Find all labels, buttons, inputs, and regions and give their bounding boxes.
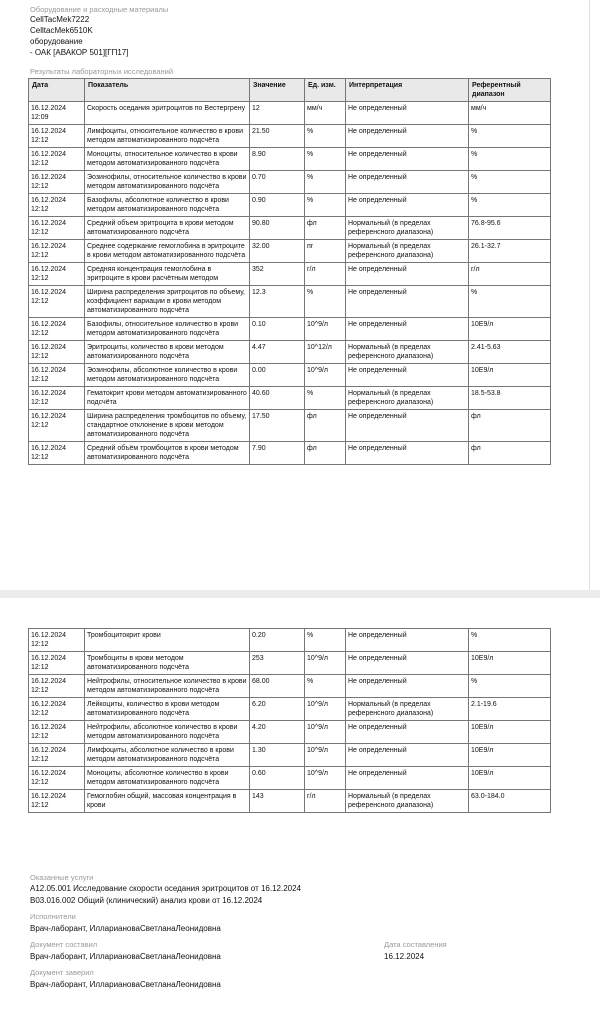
table-row bbox=[29, 721, 551, 744]
cell-interpretation: Не определенный bbox=[346, 263, 469, 286]
cell-indicator: Скорость оседания эритроцитов по Вестергрену bbox=[85, 102, 250, 125]
cell-date: 16.12.2024 12:12 bbox=[29, 148, 85, 171]
cell-unit: пг bbox=[305, 240, 346, 263]
cell-interpretation: Не определенный bbox=[346, 102, 469, 125]
cell-value: 4.20 bbox=[250, 721, 305, 744]
cell-reference: % bbox=[469, 286, 551, 318]
cell-indicator: Ширина распределения тромбоцитов по объему, стандартное отклонение в крови методом автоматизированного подсчёта bbox=[85, 410, 250, 442]
document-page-2 bbox=[0, 598, 600, 1024]
cell-reference: 10E9/л bbox=[469, 364, 551, 387]
cell-interpretation: Не определенный bbox=[346, 410, 469, 442]
cell-reference: % bbox=[469, 171, 551, 194]
results-table-page1 bbox=[28, 78, 551, 465]
cell-value: 7.90 bbox=[250, 442, 305, 465]
table-row bbox=[29, 767, 551, 790]
cell-unit: фл bbox=[305, 217, 346, 240]
cell-value: 0.90 bbox=[250, 194, 305, 217]
cell-unit: г/л bbox=[305, 790, 346, 813]
date-composed-value: 16.12.2024 bbox=[384, 952, 425, 961]
table-row bbox=[29, 125, 551, 148]
table-row bbox=[29, 286, 551, 318]
cell-value: 0.20 bbox=[250, 629, 305, 652]
cell-interpretation: Не определенный bbox=[346, 286, 469, 318]
table-row bbox=[29, 790, 551, 813]
cell-date: 16.12.2024 12:12 bbox=[29, 318, 85, 341]
cell-date: 16.12.2024 12:12 bbox=[29, 675, 85, 698]
cell-indicator: Эозинофилы, относительное количество в крови методом автоматизированного подсчёта bbox=[85, 171, 250, 194]
cell-reference: фл bbox=[469, 410, 551, 442]
executors-value: Врач-лаборант, ИллариановаСветланаЛеонидовна bbox=[30, 924, 221, 933]
table-row bbox=[29, 318, 551, 341]
cell-interpretation: Не определенный bbox=[346, 442, 469, 465]
cell-date: 16.12.2024 12:12 bbox=[29, 629, 85, 652]
cell-value: 143 bbox=[250, 790, 305, 813]
cell-date: 16.12.2024 12:12 bbox=[29, 652, 85, 675]
cell-indicator: Гемоглобин общий, массовая концентрация в крови bbox=[85, 790, 250, 813]
cell-indicator: Базофилы, абсолютное количество в крови методом автоматизированного подсчёта bbox=[85, 194, 250, 217]
cell-reference: 63.0-184.0 bbox=[469, 790, 551, 813]
cell-interpretation: Не определенный bbox=[346, 364, 469, 387]
cell-date: 16.12.2024 12:12 bbox=[29, 194, 85, 217]
cell-reference: 26.1-32.7 bbox=[469, 240, 551, 263]
cell-date: 16.12.2024 12:12 bbox=[29, 387, 85, 410]
cell-reference: 10E9/л bbox=[469, 767, 551, 790]
cell-reference: 10E9/л bbox=[469, 318, 551, 341]
cell-date: 16.12.2024 12:12 bbox=[29, 171, 85, 194]
cell-reference: 2.1-19.6 bbox=[469, 698, 551, 721]
services-label: Оказанные услуги bbox=[30, 873, 94, 882]
cell-indicator: Среднее содержание гемоглобина в эритроците в крови методом автоматизированного подсчёта bbox=[85, 240, 250, 263]
cell-interpretation: Не определенный bbox=[346, 675, 469, 698]
cell-unit: % bbox=[305, 387, 346, 410]
table-row bbox=[29, 744, 551, 767]
cell-date: 16.12.2024 12:12 bbox=[29, 744, 85, 767]
cell-date: 16.12.2024 12:12 bbox=[29, 364, 85, 387]
cell-interpretation: Не определенный bbox=[346, 125, 469, 148]
cell-unit: % bbox=[305, 629, 346, 652]
cell-interpretation: Нормальный (в пределах референсного диапазона) bbox=[346, 240, 469, 263]
cell-indicator: Ширина распределения эритроцитов по объему, коэффициент вариации в крови методом автоматизированного подсчёта bbox=[85, 286, 250, 318]
cell-indicator: Эритроциты, количество в крови методом автоматизированного подсчёта bbox=[85, 341, 250, 364]
header-date: Дата bbox=[29, 79, 85, 102]
executors-label: Исполнители bbox=[30, 912, 76, 921]
table-row bbox=[29, 364, 551, 387]
cell-unit: фл bbox=[305, 442, 346, 465]
cell-indicator: Средний объем эритроцита в крови методом автоматизированного подсчёта bbox=[85, 217, 250, 240]
cell-interpretation: Нормальный (в пределах референсного диапазона) bbox=[346, 341, 469, 364]
equipment-line: - ОАК [АВАКОР 501][ГП17] bbox=[30, 48, 129, 57]
cell-indicator: Средний объём тромбоцитов в крови методом автоматизированного подсчёта bbox=[85, 442, 250, 465]
cell-value: 253 bbox=[250, 652, 305, 675]
cell-unit: % bbox=[305, 171, 346, 194]
cell-unit: мм/ч bbox=[305, 102, 346, 125]
table-row bbox=[29, 410, 551, 442]
cell-interpretation: Не определенный bbox=[346, 652, 469, 675]
cell-date: 16.12.2024 12:12 bbox=[29, 240, 85, 263]
service-item: A12.05.001 Исследование скорости оседания эритроцитов от 16.12.2024 bbox=[30, 884, 302, 893]
cell-indicator: Моноциты, абсолютное количество в крови методом автоматизированного подсчёта bbox=[85, 767, 250, 790]
cell-date: 16.12.2024 12:12 bbox=[29, 341, 85, 364]
cell-date: 16.12.2024 12:12 bbox=[29, 263, 85, 286]
table-row bbox=[29, 698, 551, 721]
table-header-row bbox=[29, 79, 551, 102]
cell-value: 0.70 bbox=[250, 171, 305, 194]
equipment-section bbox=[30, 5, 168, 58]
cell-value: 90.80 bbox=[250, 217, 305, 240]
cell-value: 6.20 bbox=[250, 698, 305, 721]
table-row bbox=[29, 217, 551, 240]
header-reference: Референтный диапазон bbox=[469, 79, 551, 102]
cell-unit: 10^9/л bbox=[305, 744, 346, 767]
cell-reference: 76.8-95.6 bbox=[469, 217, 551, 240]
cell-date: 16.12.2024 12:12 bbox=[29, 125, 85, 148]
cell-value: 12 bbox=[250, 102, 305, 125]
cell-unit: % bbox=[305, 125, 346, 148]
cell-value: 0.60 bbox=[250, 767, 305, 790]
cell-reference: фл bbox=[469, 442, 551, 465]
cell-indicator: Лимфоциты, абсолютное количество в крови методом автоматизированного подсчёта bbox=[85, 744, 250, 767]
cell-interpretation: Не определенный bbox=[346, 767, 469, 790]
date-composed-label: Дата составления bbox=[384, 940, 447, 949]
cell-reference: 10E9/л bbox=[469, 721, 551, 744]
table-row bbox=[29, 194, 551, 217]
service-item: B03.016.002 Общий (клинический) анализ крови от 16.12.2024 bbox=[30, 896, 263, 905]
cell-value: 21.50 bbox=[250, 125, 305, 148]
table-row bbox=[29, 171, 551, 194]
cell-reference: % bbox=[469, 148, 551, 171]
equipment-line: оборудование bbox=[30, 37, 83, 46]
cell-interpretation: Не определенный bbox=[346, 318, 469, 341]
cell-value: 32.00 bbox=[250, 240, 305, 263]
cell-interpretation: Не определенный bbox=[346, 148, 469, 171]
table-row bbox=[29, 341, 551, 364]
equipment-label: Оборудование и расходные материалы bbox=[30, 5, 169, 14]
verified-value: Врач-лаборант, ИллариановаСветланаЛеонидовна bbox=[30, 980, 221, 989]
cell-reference: 10E9/л bbox=[469, 744, 551, 767]
cell-value: 8.90 bbox=[250, 148, 305, 171]
cell-reference: г/л bbox=[469, 263, 551, 286]
cell-date: 16.12.2024 12:12 bbox=[29, 410, 85, 442]
cell-value: 352 bbox=[250, 263, 305, 286]
header-interpretation: Интерпретация bbox=[346, 79, 469, 102]
cell-unit: % bbox=[305, 148, 346, 171]
cell-reference: 10E9/л bbox=[469, 652, 551, 675]
cell-interpretation: Нормальный (в пределах референсного диапазона) bbox=[346, 790, 469, 813]
cell-date: 16.12.2024 12:09 bbox=[29, 102, 85, 125]
cell-value: 12.3 bbox=[250, 286, 305, 318]
results-section-label: Результаты лабораторных исследований bbox=[30, 67, 174, 76]
cell-indicator: Тромбоциты в крови методом автоматизированного подсчёта bbox=[85, 652, 250, 675]
table-row bbox=[29, 652, 551, 675]
cell-reference: мм/ч bbox=[469, 102, 551, 125]
cell-indicator: Базофилы, относительное количество в крови методом автоматизированного подсчёта bbox=[85, 318, 250, 341]
cell-reference: % bbox=[469, 125, 551, 148]
cell-reference: 18.5-53.8 bbox=[469, 387, 551, 410]
cell-interpretation: Нормальный (в пределах референсного диапазона) bbox=[346, 698, 469, 721]
cell-unit: 10^9/л bbox=[305, 318, 346, 341]
cell-unit: % bbox=[305, 286, 346, 318]
cell-unit: фл bbox=[305, 410, 346, 442]
cell-unit: 10^9/л bbox=[305, 721, 346, 744]
cell-indicator: Лимфоциты, относительное количество в крови методом автоматизированного подсчёта bbox=[85, 125, 250, 148]
verified-label: Документ заверил bbox=[30, 968, 94, 977]
cell-value: 40.60 bbox=[250, 387, 305, 410]
table-row bbox=[29, 629, 551, 652]
cell-interpretation: Не определенный bbox=[346, 744, 469, 767]
composed-label: Документ составил bbox=[30, 940, 98, 949]
cell-date: 16.12.2024 12:12 bbox=[29, 286, 85, 318]
cell-value: 68.00 bbox=[250, 675, 305, 698]
cell-date: 16.12.2024 12:12 bbox=[29, 721, 85, 744]
composed-value: Врач-лаборант, ИллариановаСветланаЛеонидовна bbox=[30, 952, 221, 961]
cell-unit: 10^12/л bbox=[305, 341, 346, 364]
results-table-page2 bbox=[28, 628, 551, 813]
cell-indicator: Нейтрофилы, относительное количество в крови методом автоматизированного подсчёта bbox=[85, 675, 250, 698]
cell-unit: 10^9/л bbox=[305, 652, 346, 675]
cell-value: 4.47 bbox=[250, 341, 305, 364]
cell-value: 1.30 bbox=[250, 744, 305, 767]
cell-indicator: Гематокрит крови методом автоматизированного подсчёта bbox=[85, 387, 250, 410]
header-unit: Ед. изм. bbox=[305, 79, 346, 102]
cell-indicator: Нейтрофилы, абсолютное количество в крови методом автоматизированного подсчёта bbox=[85, 721, 250, 744]
cell-interpretation: Нормальный (в пределах референсного диапазона) bbox=[346, 387, 469, 410]
cell-date: 16.12.2024 12:12 bbox=[29, 767, 85, 790]
equipment-line: CelltacMek6510K bbox=[30, 26, 93, 35]
cell-unit: % bbox=[305, 675, 346, 698]
cell-interpretation: Не определенный bbox=[346, 194, 469, 217]
cell-date: 16.12.2024 12:12 bbox=[29, 698, 85, 721]
cell-interpretation: Не определенный bbox=[346, 171, 469, 194]
cell-unit: 10^9/л bbox=[305, 364, 346, 387]
cell-unit: г/л bbox=[305, 263, 346, 286]
cell-reference: % bbox=[469, 675, 551, 698]
table-row bbox=[29, 387, 551, 410]
cell-date: 16.12.2024 12:12 bbox=[29, 442, 85, 465]
cell-reference: 2.41-5.63 bbox=[469, 341, 551, 364]
cell-value: 0.10 bbox=[250, 318, 305, 341]
header-indicator: Показатель bbox=[85, 79, 250, 102]
cell-reference: % bbox=[469, 194, 551, 217]
cell-indicator: Лейкоциты, количество в крови методом автоматизированного подсчёта bbox=[85, 698, 250, 721]
header-value: Значение bbox=[250, 79, 305, 102]
cell-reference: % bbox=[469, 629, 551, 652]
cell-indicator: Моноциты, относительное количество в крови методом автоматизированного подсчёта bbox=[85, 148, 250, 171]
cell-unit: 10^9/л bbox=[305, 767, 346, 790]
cell-unit: % bbox=[305, 194, 346, 217]
equipment-line: CellTacMek7222 bbox=[30, 15, 90, 24]
cell-unit: 10^9/л bbox=[305, 698, 346, 721]
cell-value: 17.50 bbox=[250, 410, 305, 442]
page-separator bbox=[0, 590, 600, 598]
cell-indicator: Тромбоцитокрит крови bbox=[85, 629, 250, 652]
cell-date: 16.12.2024 12:12 bbox=[29, 217, 85, 240]
table-row bbox=[29, 240, 551, 263]
table-row bbox=[29, 102, 551, 125]
table-row bbox=[29, 675, 551, 698]
cell-value: 0.00 bbox=[250, 364, 305, 387]
table-row bbox=[29, 148, 551, 171]
cell-interpretation: Не определенный bbox=[346, 629, 469, 652]
cell-date: 16.12.2024 12:12 bbox=[29, 790, 85, 813]
table-row bbox=[29, 263, 551, 286]
cell-indicator: Эозинофилы, абсолютное количество в крови методом автоматизированного подсчёта bbox=[85, 364, 250, 387]
cell-indicator: Средняя концентрация гемоглобина в эритроците в крови расчётным методом bbox=[85, 263, 250, 286]
cell-interpretation: Не определенный bbox=[346, 721, 469, 744]
table-row bbox=[29, 442, 551, 465]
cell-interpretation: Нормальный (в пределах референсного диапазона) bbox=[346, 217, 469, 240]
